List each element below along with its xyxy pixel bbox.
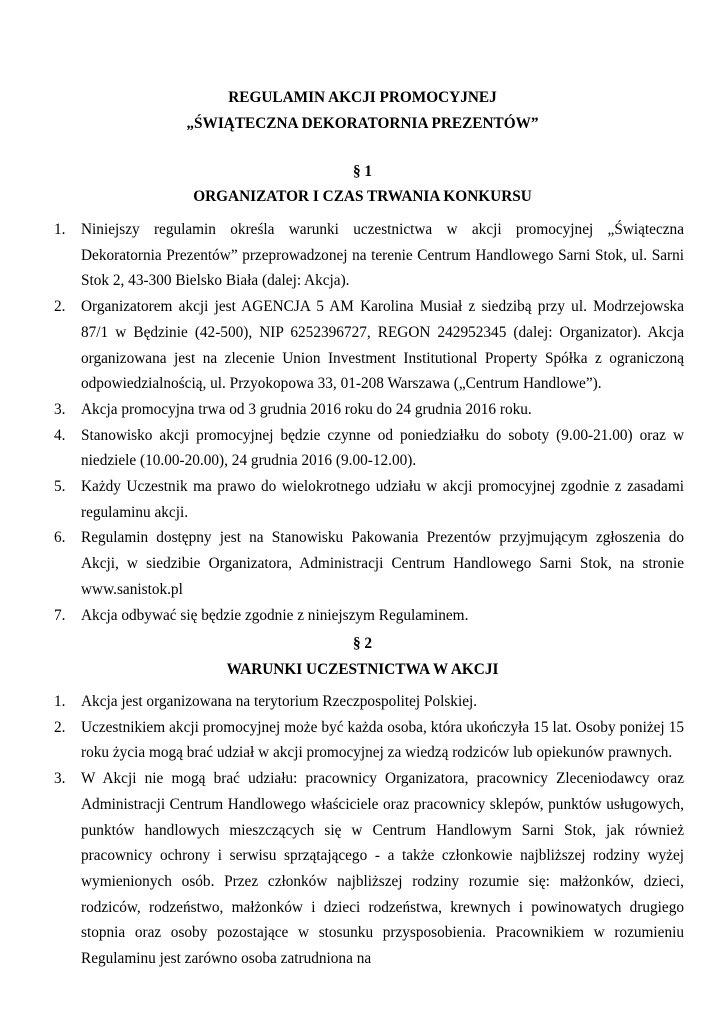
list-item-number: 2. bbox=[54, 298, 66, 316]
list-item-text: Uczestnikiem akcji promocyjnej może być każda osoba, która ukończyła 15 lat. Osoby poniżej 15 roku życia mogą brać udział w akcji promocyjnej za wiedzą rodziców lub opiekunów prawnych. bbox=[81, 718, 684, 762]
document-title: REGULAMIN AKCJI PROMOCYJNEJ bbox=[228, 89, 497, 106]
list-item-number: 3. bbox=[54, 400, 66, 418]
list-item bbox=[54, 423, 684, 474]
list-item bbox=[54, 397, 684, 423]
list-item-text: Akcja jest organizowana na terytorium Rzeczpospolitej Polskiej. bbox=[81, 693, 478, 710]
list-item-text: Niniejszy regulamin określa warunki uczestnictwa w akcji promocyjnej „Świąteczna Dekoratornia Prezentów” przeprowadzonej na terenie Centrum Handlowego Sarni Stok, ul. Sarni Stok 2, 43-300 Bielsko Biała (dalej: Akcja). bbox=[81, 221, 684, 290]
list-item-text: W Akcji nie mogą brać udziału: pracownicy Organizatora, pracownicy Zleceniodawcy oraz Administracji Centrum Handlowego właściciele oraz pracownicy sklepów, punktów usługowych, punktów handlowych mieszczących się w Centrum Handlowym Sarni Stok, jak również pracownicy ochrony i serwisu sprzątającego - a także członkowie najbliższej rodziny wyżej wymienionych osób. Przez członków najbliższej rodziny rozumie się: małżonków, dzieci, rodziców, rodzeństwo, małżonków i dzieci rodzeństwa, krewnych i powinowatych drugiego stopnia oraz osoby pozostające w stosunku przysposobienia. Pracownikiem w rozumieniu Regulaminu jest zarówno osoba zatrudniona na bbox=[81, 770, 684, 968]
list-item-number: 3. bbox=[54, 770, 66, 788]
section-2-heading: WARUNKI UCZESTNICTWA W AKCJI bbox=[226, 661, 499, 678]
list-item-text: Akcja odbywać się będzie zgodnie z niniejszym Regulaminem. bbox=[81, 606, 469, 624]
list-item-number: 1. bbox=[54, 221, 66, 238]
list-item-text: Regulamin dostępny jest na Stanowisku Pakowania Prezentów przyjmującym zgłoszenia do Akcji, w siedzibie Organizatora, Administracji Centrum Handlowego Sarni Stok, na stronie www.sanistok.pl bbox=[81, 529, 684, 598]
list-item bbox=[54, 217, 684, 294]
list-item-number: 7. bbox=[54, 606, 66, 624]
list-item-text: Każdy Uczestnik ma prawo do wielokrotnego udziału w akcji promocyjnej zgodnie z zasadami regulaminu akcji. bbox=[81, 478, 684, 521]
list-item bbox=[54, 474, 684, 525]
list-item bbox=[54, 689, 684, 715]
section-1-symbol: § 1 bbox=[352, 163, 373, 180]
section-1-heading: ORGANIZATOR I CZAS TRWANIA KONKURSU bbox=[193, 188, 532, 205]
list-item-text: Akcja promocyjna trwa od 3 grudnia 2016 roku do 24 grudnia 2016 roku. bbox=[81, 400, 532, 418]
list-item-number: 1. bbox=[54, 693, 66, 710]
list-item-number: 4. bbox=[54, 426, 66, 444]
document-subtitle: „ŚWIĄTECZNA DEKORATORNIA PREZENTÓW” bbox=[186, 115, 539, 132]
list-item bbox=[54, 525, 684, 602]
list-item-text: Stanowisko akcji promocyjnej będzie czynne od poniedziałku do soboty (9.00-21.00) oraz w niedziele (10.00-20.00), 24 grudnia 2016 (9.00-12.00). bbox=[81, 426, 684, 470]
list-item-text: Organizatorem akcji jest AGENCJA 5 AM Karolina Musiał z siedzibą przy ul. Modrzejowska 87/1 w Będzinie (42-500), NIP 6252396727, REGON 242952345 (dalej: Organizator). Akcja organizowana jest na zlecenie Union Investment Institutional Property Spółka z ograniczoną odpowiedzialnością, ul. Przyokopowa 33, 01-208 Warszawa („Centrum Handlowe”). bbox=[81, 298, 684, 393]
section-2-list bbox=[54, 689, 684, 972]
list-item bbox=[54, 294, 684, 397]
list-item bbox=[54, 766, 684, 972]
list-item bbox=[54, 603, 684, 629]
list-item bbox=[54, 715, 684, 766]
list-item-number: 5. bbox=[54, 478, 66, 496]
section-2-symbol: § 2 bbox=[352, 635, 373, 652]
list-item-number: 2. bbox=[54, 718, 66, 736]
list-item-number: 6. bbox=[54, 529, 66, 547]
section-1-list bbox=[54, 217, 684, 628]
